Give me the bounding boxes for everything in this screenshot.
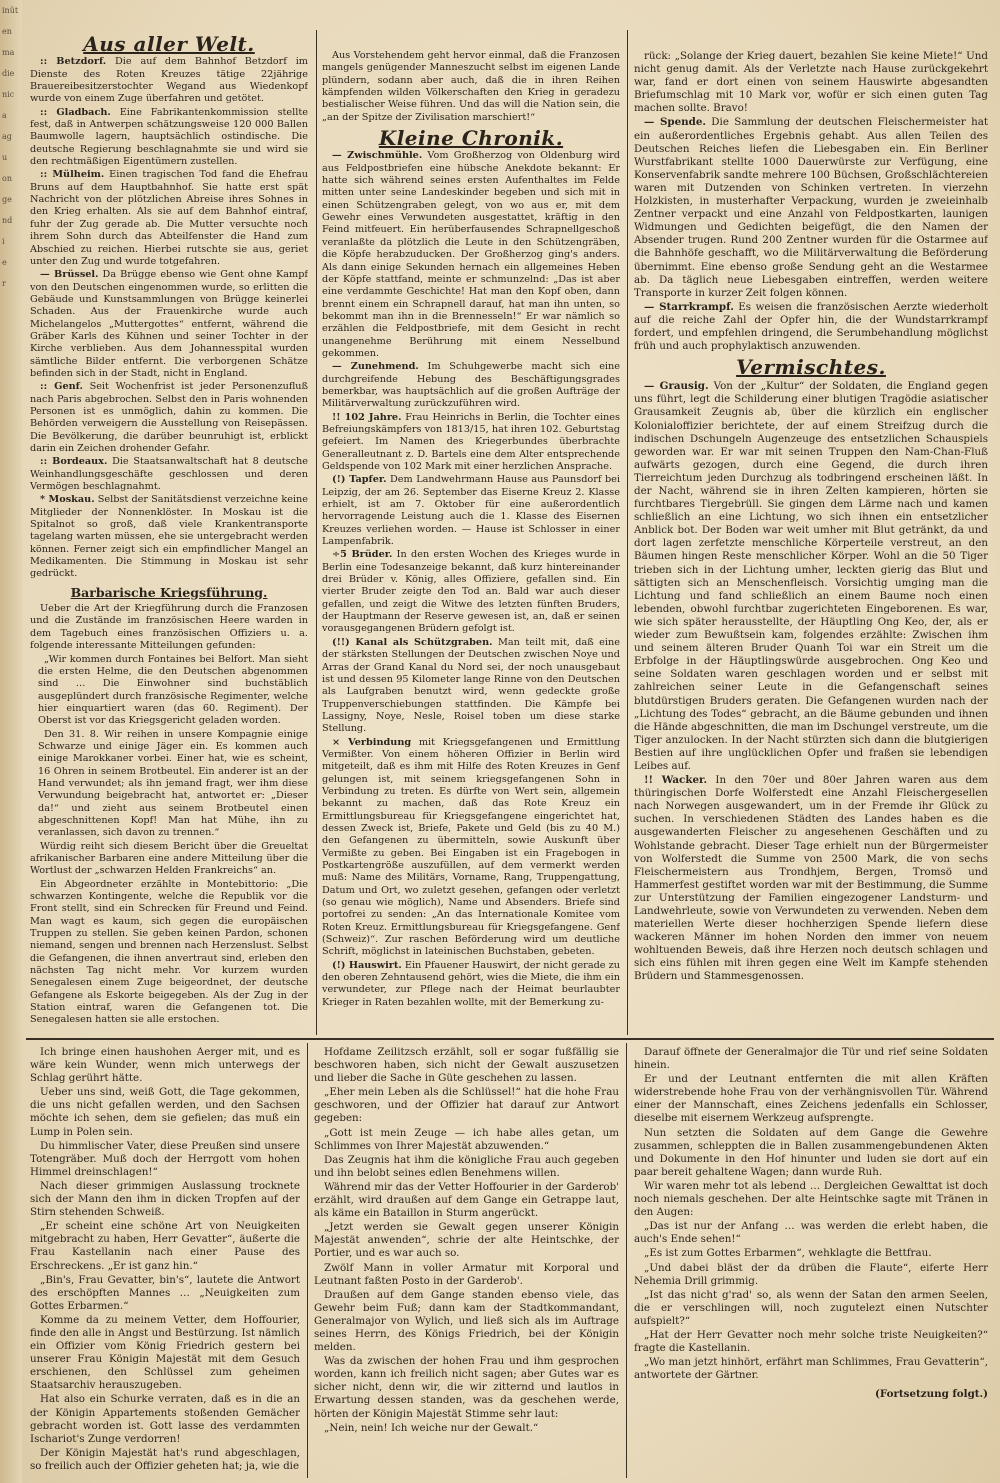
feuilleton-paragraph [30,1274,300,1313]
item-text: Ueber uns sind, weiß Gott, die Tage gekommen, die uns nicht gefallen werden, und den Sachsen möchte ich sehen, dem sie gefielen; das muß ein Lump in Polen sein. [30,1086,300,1138]
item-dateline: !! 102 Jahre. [332,411,402,423]
feuilleton-separator [26,1038,994,1040]
item-text: Man teilt mit, daß eine der stärksten Stellungen der Deutschen zwischen Noye und Arras der Grand Kanal du Nord sei, der noch unausgebaut ist und dessen 95 Kilometer lange Rinne von den Deutschen als Laufgraben benutzt wird, wenn gedeckte große Truppenverschiebungen stattfinden. Die Kämpfe bei Lassigny, Noye, Nesle, Roisel toben um diese starke Stellung. [322,636,620,735]
item-text: Er und der Leutnant entfernten die mit allen Kräften widerstrebende hohe Frau von der verhängnisvollen Tür. Während einer der Mannschaft, eines Zeichens jedenfalls ein Schlosser, dieselbe mit eisernem Werkzeug aufsprengte. [634,1073,988,1125]
item-text: Der Königin Majestät hat's rund abgeschlagen, so freilich auch der Offizier geheten hat; ja, wie die [30,1446,300,1472]
quoted-paragraph [30,654,308,728]
feuilleton-paragraph [30,1314,300,1393]
item-text: Während mir das der Vetter Hoffourier in der Garderob' erzählt, wird draußen auf dem Gange ein Getrappe laut, als käme ein Bataillon in Sturm angerückt. [314,1180,619,1220]
feuilleton-paragraph [314,1154,619,1180]
feuilleton-column-3 [634,1046,988,1478]
item-text: In den ersten Wochen des Krieges wurde in Berlin eine Todesanzeige bekannt, daß kurz hintereinander drei Brüder v. König, alles Offiziere, gefallen sind. Ein vierter Bruder zeigte den Tod an. Bald war auch dieser gefallen, und zeigt die Witwe des letzten fünften Bruders, der Hauptmann der Reserve gewesen ist, an, daß er seinen vorausgegangenen Brüdern gefolgt ist. [322,549,620,635]
chronicle-item [634,116,988,299]
item-dateline: — Grausig. [644,380,709,393]
item-text: Im Schuhgewerbe macht sich eine durchgreifende Hebung des Beschäftigungsgrades bemerkbar, was hauptsächlich auf die großen Aufträge der Militärverwaltung zurückzuführen wird. [322,361,620,410]
feuilleton-paragraph [314,1046,619,1085]
chronicle-item [322,960,620,1009]
column-rule-2 [627,30,628,1035]
item-text: Ich bringe einen haushohen Aerger mit, und es wäre kein Wunder, wenn mich unterwegs der Schlag gerührt hätte. [30,1046,300,1085]
feuilleton-paragraph [30,1393,300,1445]
item-dateline: :: Genf. [40,381,83,393]
feuilleton-paragraph [30,1447,300,1473]
feuilleton-rule-2 [626,1043,627,1478]
column-vermischtes [634,50,988,1035]
column-aus-aller-welt [30,36,308,1034]
item-dateline: (!) Tapfer. [332,474,387,486]
feuilleton-paragraph [314,1262,619,1288]
feuilleton-paragraph [314,1289,619,1354]
miscellany-items [634,380,988,983]
item-dateline: — Starrkrampf. [644,300,734,313]
feuilleton-paragraph [314,1355,619,1420]
item-text: „Und dabei bläst der da drüben die Flaute“, eiferte Herr Nehemia Drill grimmig. [634,1261,988,1287]
edge-fragment: nic [2,90,15,99]
feuilleton-paragraph [30,1220,300,1272]
article-paragraph [30,841,308,878]
item-text: Nach dieser grimmigen Auslassung trocknete sich der Mann den ihm in dicken Tropfen auf der Stirn stehenden Schweiß. [30,1179,300,1219]
edge-fragment: ma [2,48,15,57]
feuilleton-paragraph [634,1073,988,1125]
news-item [30,494,308,580]
news-item [30,456,308,493]
item-text: Komme da zu meinem Vetter, dem Hoffourier, finde den alle in Angst und Bestürzung. Ist nämlich ein Offizier vom König Friedrich gestern bei unserer Frau Königin Majestät mit dem Gesuch erschienen, den Schlüssel zum geheimen Staatsarchiv herauszugeben. [30,1313,300,1392]
item-text: „Nein, nein! Ich weiche nur der Gewalt.“ [324,1421,539,1434]
item-text: Dem Landwehrmann Hause aus Paunsdorf bei Leipzig, der am 26. September das Eiserne Kreuz 2. Klasse erhielt, ist am 7. Oktober für eine außerordentlich hervorragende Leistung auch die 1. Klasse des Eisernen Kreuzes verliehen worden. — Hause ist Schlosser in einer Lampenfabrik. [322,474,620,548]
article-barbarische-kriegsfuehrung [30,603,308,1027]
chronicle-items-continued [634,116,988,353]
news-item [30,169,308,268]
feuilleton-column-1 [30,1046,300,1478]
news-items [30,56,308,580]
item-text: „Gott ist mein Zeuge — ich habe alles getan, um Schlimmes von Ihrer Majestät abzuwenden.“ [314,1126,619,1152]
item-text: „Wo man jetzt hinhört, erfährt man Schlimmes, Frau Gevatterin“, antwortete der Gärtner. [634,1356,988,1382]
item-text: mit Kriegsgefangenen und Ermittlung Vermißter. Von einem höheren Offizier in Berlin wird mitgeteilt, daß es ihm mit Hilfe des Roten Kreuzes in Genf gelungen ist, mit seinem kriegsgefangenen Sohn in Verbindung zu treten. Es dürfte von Wert sein, allgemein bekannt zu machen, daß das Rote Kreuz ein Ermittlungsbureau für Kriegsgefangene eingerichtet hat, dessen Zweck ist, Briefe, Pakete und Geld (bis zu 40 M.) den Gefangenen zu übermitteln, sowie Auskunft über Vermißte zu geben. Bei Eingaben ist ein Fragebogen in Postkartengröße auszufüllen, auf dem vermerkt werden muß: Name des Militärs, Vorname, Rang, Truppengattung, Datum und Ort, wo zuletzt gesehen, gefangen oder verletzt (so genau wie möglich), Name und Absenders. Briefe sind portofrei zu senden: „An das Internationale Komitee vom Roten Kreuz. Ermittlungsbureau für Kriegsgefangene. Genf (Schweiz)“. Zur raschen Beförderung wird um deutliche Schrift, möglichst in lateinischen Buchstaben, gebeten. [322,736,620,958]
miscellany-item [634,774,988,984]
edge-fragment: on [2,174,12,183]
edge-fragment: inüt [2,6,19,15]
item-dateline: :: Betzdorf. [40,56,107,68]
item-text: Nun setzten die Soldaten auf dem Gange die Gewehre zusammen, schleppten die in Ballen zusammengebundenen Akten und Dokumente in den Hof hinunter und luden sie dort auf ein paar bereit gehaltene Wagen; dann wurde Ruh. [634,1126,988,1178]
article-paragraph [30,879,308,1027]
item-text: Was da zwischen der hohen Frau und ihm gesprochen worden, kann ich freilich nicht sagen; aber Gutes war es sicher nicht, denn wir, die wir zitternd und lautlos in Erwartung dessen standen, was da geschehen werde, hörten der Königin Majestät Stimme sehr laut: [314,1355,619,1420]
item-dateline: * Moskau. [40,494,95,506]
section-title-aus-aller-welt: Aus aller Welt. [83,36,255,56]
item-text: Vom Großherzog von Oldenburg wird aus Feldpostbriefen eine hübsche Anekdote bekannt: Er hatte sich während seines ersten Aufenthaltes im Felde mitten unter seine Landeskinder begeben und sich mit in einen Schützengraben gelegt, von wo aus er, mit dem Gewehr eines Verwundeten ausgestattet, kräftig in den Feind mitfeuert. Ein herüberfausendes Schrapnellgeschoß veranlaßte da plötzlich die Leute in den Schützengräben, die Köpfe herabzuducken. Der Großherzog ging's anders. Als dann einige Sekunden hernach ein allgemeines Heben der Köpfe stattfand, meinte er schmunzelnd: „Das ist aber eine verdammte Geschichte! Hat man den Kopf oben, dann brennt einem ein Schrapnell darauf, hat man ihn unten, so bekommt man ihn in die Brennesseln!“ Er war nämlich so erzählen die Feldpostbriefe, mit dem Gesicht in recht unangenehme Berührung mit einem Nesselbund gekommen. [322,150,620,359]
item-text: Wir waren mehr tot als lebend … Dergleichen Gewalttat ist doch noch niemals geschehen. Der alte Heintschke sagte mit Tränen in den Augen: [634,1179,988,1219]
item-text: Würdig reiht sich diesem Bericht über die Greueltat afrikanischer Barbaren eine andere Mitteilung über die Wortlust der „schwarzen Helden Frankreichs“ an. [30,840,308,877]
feuilleton-rule-1 [307,1043,308,1478]
chronicle-item [322,412,620,474]
item-text: Da Brügge ebenso wie Gent ohne Kampf von den Deutschen eingenommen wurde, so erlitten die Gebäude und Kunstsammlungen von Brügge keinerlei Schaden. Aus der Frauenkirche wurde auch Michelangelos „Muttergottes“ entfernt, während die Gräber Karls des Kühnen und seiner Tochter in der Kirche verblieben. Aus dem Johannesspital wurden sämtliche Bilder entfernt. Die verborgenen Schätze befinden sich in der Stadt, nicht in England. [30,269,308,379]
item-dateline: :: Mülheim. [40,169,105,181]
item-text: Zwölf Mann in voller Armatur mit Korporal und Leutnant faßten Posto in der Garderob'. [314,1261,619,1287]
item-text: Die Staatsanwaltschaft hat 8 deutsche Weinhandlungsgeschäfte geschlossen und deren Vermögen beschlagnahmt. [30,456,308,493]
miscellany-item [634,380,988,773]
item-text: „Ist das nicht g'rad' so, als wenn der Satan den armen Seelen, die er verschlingen will, noch zugutelezt einen Nutschter aufspielt?“ [634,1288,988,1327]
article-continuation: rück: „Solange der Krieg dauert, bezahlen Sie keine Miete!“ Und nicht genug damit. Als der Verletzte nach Hause zurückgekehrt war, fand er dort einen von seinem Hauswirte abgesandten Briefumschlag mit 10 Mark vor, wofür er sich einen guten Tag machen sollte. Bravo! [634,50,988,115]
chronicle-item [322,737,620,959]
feuilleton-paragraph [30,1140,300,1179]
item-text: „Hat der Herr Gevatter noch mehr solche triste Neuigkeiten?“ fragte die Kastellanin. [634,1328,988,1355]
page-edge-fragments [0,0,22,1483]
item-text: „Er scheint eine schöne Art von Neuigkeiten mitgebracht zu haben, Herr Gevatter“, äußerte die Frau Kastellanin nach einer Pause des Erschreckens. „Er ist ganz hin.“ [30,1220,300,1272]
feuilleton-paragraph [634,1356,988,1382]
item-text: In den 70er und 80er Jahren waren aus dem thüringischen Dorfe Wolferstedt eine Anzahl Fleischergesellen nach Norwegen ausgewandert, um in der Fremde ihr Glück zu suchen. In verschiedenen Städten des Landes haben es die ausgewanderten Fleischer zu angesehenen Geschäften und zu Wohlstande gebracht. Dieser Tage erhielt nun der Bürgermeister von Wolferstedt die Summe von 2500 Mark, die von sechs Fleischermeistern aus Trondhjem, Bergen, Tromsö und Hammerfest gestiftet worden war mit der Bestimmung, die Summe zur Unterstützung der Familien eingezogener Landsturm- und Landwehrleute, sowie von Verwundeten zu verwenden. Neben dem materiellen Werte dieser hochherzigen Spende liefern diese wackeren Männer im hohen Norden den immer von neuem wohltuenden Beweis, daß ihre Herzen noch deutsch schlagen und sich eins fühlen mit ihren gegen eine Welt im Kampfe stehenden Brüdern und Stammesgenossen. [634,774,988,983]
chronicle-item [322,637,620,736]
chronicle-items [322,150,620,1009]
item-text: Draußen auf dem Gange standen ebenso viele, das Gewehr beim Fuß; dann kam der Stadtkommandant, Generalmajor von Wylich, und ließ sich als im Auftrage seines Herrn, des Königs Friedrich, bei der Königin melden. [314,1288,619,1354]
item-text: Selbst der Sanitätsdienst verzeichne keine Mitglieder der Nonnenklöster. In Moskau ist die Spitalnot so groß, daß viele Krankentransporte tagelang warten müssen, ehe sie untergebracht werden können. Ferner zeigt sich ein empfindlicher Mangel an Medikamenten. Die Stimmung in Moskau ist sehr gedrückt. [30,494,308,580]
feuilleton-paragraph [314,1181,619,1220]
chronicle-item [322,361,620,410]
chronicle-item [322,150,620,360]
edge-fragment: die [2,69,15,78]
item-text: Darauf öffnete der Generalmajor die Tür und rief seine Soldaten hinein. [634,1046,988,1072]
edge-fragment: a [2,111,7,120]
news-item [30,381,308,455]
item-text: Ein Abgeordneter erzählte in Montebittorio: „Die schwarzen Kontingente, welche die Republik vor die Front stellt, sind ein Schrecken für Freund und Feind. Man wagt es kaum, sich gegen die europäischen Truppen zu stellen. Sie geben keinen Pardon, schonen niemand, sengen und brennen nach Herzenslust. Selbst die Gefangenen, die ihnen anvertraut sind, erleben den nächsten Tag nicht mehr. Vor kurzem wurden Senegalesen einem Zuge beigeordnet, der deutsche Gefangene als Eskorte beigegeben. Als der Zug in der Station eintraf, waren die Gefangenen tot. Die Senegalesen hatten sie alle erstochen. [30,878,308,1026]
edge-fragment: ge [2,195,12,204]
feuilleton-paragraph [30,1086,300,1138]
item-text: Die Sammlung der deutschen Fleischermeister hat ein außerordentliches Ergebnis gehabt. Aus allen Teilen des Deutschen Reiches liefen die Liebesgaben ein. Ein Berliner Wurstfabrikant stellte 1000 Dauerwürste zur Verfügung, eine Konservenfabrik sandte mehrere 100 Büchsen, Großschlächtereien waren mit Dutzenden von Schinken vertreten. In vierzehn Holzkisten, in musterhafter Verpackung, wurden je zweieinhalb Zentner verpackt und eine Anzahl von Feldpostkarten, launigen Widmungen und Gedichten beigefügt, die den Namen der Absender trugen. Rund 200 Zentner wurden für die Ostarmee auf die Bahnhöfe geschafft, wo die Militärverwaltung die Beförderung übernimmt. Eine ebenso große Sendung geht an die Westarmee ab. Da täglich neue Liebesgaben eintreffen, werden weitere Transporte in kurzer Zeit folgen können. [634,116,988,299]
item-dateline: ÷5 Brüder. [332,549,393,561]
item-dateline: (!!) Kanal als Schützgraben. [332,636,493,648]
column-kleine-chronik [322,50,620,1035]
article-paragraph [30,603,308,652]
item-dateline: (!) Hauswirt. [332,959,402,971]
item-text: „Jetzt werden sie Gewalt gegen unserer Königin Majestät anwenden“, schrie der alte Heintschke, der Portier, und es war auch so. [314,1221,619,1260]
feuilleton-paragraph [314,1127,619,1153]
item-dateline: × Verbindung [332,736,412,748]
section-title-vermischtes: Vermischtes. [736,355,886,380]
feuilleton-paragraph [634,1289,988,1328]
feuilleton-column-2 [314,1046,619,1478]
item-dateline: !! Wacker. [644,774,708,787]
edge-fragment: i [2,237,5,246]
feuilleton-paragraph [634,1046,988,1072]
feuilleton-paragraph [30,1046,300,1085]
feuilleton-text [634,1046,988,1382]
edge-fragment: e [2,258,7,267]
news-item [30,56,308,105]
edge-fragment: ag [2,132,12,141]
chronicle-item [634,301,988,353]
edge-fragment: nd [2,216,13,225]
chronicle-item [322,549,620,635]
item-text: Es weisen die französischen Aerzte wiederholt auf die reiche Zahl der Opfer hin, die der Wundstarrkrampf fordert, und empfehlen dringend, die Serumbehandlung möglichst früh und auch prophylaktisch anzuwenden. [634,300,988,353]
feuilleton-paragraph [30,1180,300,1219]
item-text: Frau Heinrichs in Berlin, die Tochter eines Befreiungskämpfers von 1813/15, hat ihren 102. Geburtstag gefeiert. Im Namen des Kriegerbundes überbrachte Generalleutnant z. D. Bartels eine dem Alter entsprechende Geldspende von 102 Mark mit einer herzlichen Ansprache. [322,411,620,472]
feuilleton-paragraph [634,1329,988,1355]
edge-fragment: r [2,279,6,288]
item-text: Von der „Kultur“ der Soldaten, die England gegen uns führt, legt die Schilderung einer blutigen Tragödie asiatischer Grausamkeit Zeugnis ab, über die kürzlich ein englischer Kolonialoffizier berichtete, der auf einem Streifzug durch die indischen Dschungeln Augenzeuge des entsetzlichen Schauspiels geworden war. Er war mit seinen Truppen den Nam-Chan-Fluß aufwärts gezogen, durch eine Gegend, die durch ihren Tierreichtum jeden Durchzug als todbringend erscheinen läßt. In der Nacht, während sie in ihren Zelten kampieren, hörten sie furchtbares Tiergebrüll. Sie gingen dem Lärme nach und kamen schließlich an eine Lichtung, wo sich ihnen ein entsetzlicher Anblick bot. Der Boden war weit umher mit Blut getränkt, da und dort lagen zerfetzte menschliche Körperteile verstreut, an den Bäumen hingen Reste menschlicher Körper. Wohl an die 50 Tiger trieben sich in der Lichtung umher, leckten gierig das Blut und sättigten sich an Menschenfleisch. Vorsichtig umging man die Lichtung und fand schließlich an einem Baume noch einen lebenden, obwohl furchtbar zugerichteten Eingeborenen. Es war, wie sich später herausstellte, der Häuptling Ong Keo, der, als er wieder zum Bewußtsein kam, folgendes erzählte: Zwischen ihm und seinem älteren Bruder Quanh Toi war ein Streit um die Erbfolge in der Häuptlingswürde ausgebrochen. Ong Keo und seine Soldaten waren geschlagen worden und er selbst mit zahlreichen seiner Leute in die Gefangenschaft seines blutdürstigen Bruders geraten. Die Gefangenen wurden nach der „Lichtung des Todes“ gebracht, an die Bäume gebunden und ihnen die Hände abgeschnitten, die man im Dschungel verstreute, um die Tiger anzulocken. In der Nacht stürzten sich dann die blutgierigen Bestien auf ihre unglücklichen Opfer und fraßen sie lebendigen Leibes auf. [634,380,988,772]
item-dateline: — Zwischmühle. [332,150,423,162]
item-text: Das Zeugnis hat ihm die königliche Frau auch gegeben und ihn belobt seines edlen Benehmens willen. [314,1153,619,1179]
feuilleton-paragraph [634,1220,988,1246]
item-text: Hat also ein Schurke verraten, daß es in die an der Königin Appartements stoßenden Gemächer gebracht worden ist. Gott lasse des verdammten Ischariot's Zunge verdorren! [30,1393,300,1445]
item-dateline: :: Gladbach. [40,106,111,118]
news-item [30,107,308,169]
continued-note: (Fortsetzung folgt.) [875,1388,988,1401]
chronicle-item [322,474,620,548]
column-rule-1 [316,30,317,1035]
feuilleton-paragraph [314,1086,619,1125]
feuilleton-paragraph [314,1422,619,1435]
item-text: „Es ist zum Gottes Erbarmen“, wehklagte die Bettfrau. [644,1247,932,1260]
subtitle-barbarische-kriegsfuehrung: Barbarische Kriegsführung. [70,584,268,600]
item-text: „Bin's, Frau Gevatter, bin's“, lautete die Antwort des erschöpften Mannes … „Neuigkeiten zum Gottes Erbarmen.“ [30,1273,300,1312]
item-dateline: :: Bordeaux. [40,456,108,468]
item-text: „Eher mein Leben als die Schlüssel!“ hat die hohe Frau geschworen, und der Offizier hat darauf zur Antwort gegeben: [314,1086,619,1125]
edge-fragment: en [2,27,12,36]
item-text: Ueber die Art der Kriegführung durch die Franzosen und die Zustände im französischen Heere warden in dem Tagebuch eines französischen Offiziers u. a. folgende interessante Mitteilungen gefunden: [30,603,308,652]
article-continuation: Aus Vorstehendem geht hervor einmal, daß die Franzosen mangels genügender Manneszucht selbst im eigenen Lande plündern, sodann aber auch, daß die in ihren Reihen kämpfenden wilden Völkerschaften den Krieg in geradezu bestialischer Weise führen. Und das will die Nation sein, die „an der Spitze der Zivilisation marschiert!“ [322,50,620,123]
item-text: Den 31. 8. Wir reihen in unsere Kompagnie einige Schwarze und einige Jäger ein. Es kommen auch einige Marokkaner vorbei. Einer hat, wie es scheint, 16 Ohren in seinem Brotbeutel. Ein anderer ist an der Hand verwundet; als ihn jemand fragt, wer ihm diese Verwundung beigebracht hat, antwortet er: „Dieser da!“ und zieht aus seinem Brotbeutel einen abgeschnittenen Kopf! Man hat Mühe, ihn zu veranlassen, sich davon zu trennen.“ [38,728,308,839]
item-text: Hofdame Zeilitzsch erzählt, soll er sogar fußfällig sie beschworen haben, sich nicht der Gewalt auszusetzen und lieber die Sache in Güte geschehen zu lassen. [314,1046,619,1085]
item-text: Eine Fabrikantenkommission stellte fest, daß in Antwerpen schätzungsweise 120 000 Ballen Baumwolle lagern, hauptsächlich ostindische. Die deutsche Regierung beschlagnahmte sie und wird sie den rechtmäßigen Eigentümern zustellen. [30,106,308,168]
item-text: „Das ist nur der Anfang … was werden die erlebt haben, die auch's Ende sehen!“ [634,1220,988,1246]
item-text: Ein Pfauener Hauswirt, der nicht gerade zu den oberen Zehntausend gehört, wies die Miete, die ihm ein verwundeter, zur Pflege nach der Heimat beurlaubter Krieger in Raten bezahlen wollte, mit der Bemerkung zu- [322,959,620,1008]
item-text: Die auf dem Bahnhof Betzdorf im Dienste des Roten Kreuzes tätige 22jährige Brauereibesitzerstochter Wegand aus Wiedenkopf wurde von einem Zuge überfahren und getötet. [30,56,308,105]
item-dateline: — Brüssel. [40,269,99,281]
feuilleton-paragraph [634,1247,988,1260]
quoted-paragraph [30,729,308,840]
news-item [30,269,308,380]
item-dateline: — Spende. [644,116,706,129]
item-dateline: — Zunehmend. [332,361,419,373]
item-text: Du himmlischer Vater, diese Preußen sind unsere Totengräber. Muß doch der Herrgott vom hohen Himmel dreinschlagen!“ [30,1139,300,1178]
feuilleton-paragraph [634,1127,988,1179]
feuilleton-paragraph [634,1262,988,1288]
item-text: Seit Wochenfrist ist jeder Personenzufluß nach Paris abgebrochen. Selbst den in Paris wohnenden Personen ist es unmöglich, dahin zu kommen. Die Behörden verweigern die Ausstellung von Reisepässen. Die Bevölkerung, die darüber beunruhigt ist, erblickt darin ein Zeichen drohender Gefahr. [30,381,308,454]
feuilleton-paragraph [634,1180,988,1219]
item-text: Einen tragischen Tod fand die Ehefrau Bruns auf dem Hauptbahnhof. Sie hatte erst spät Nachricht von der plötzlichen Abreise ihres Sohnes in den Krieg erhalten. Als sie auf dem Bahnhof eintraf, fuhr der Zug gerade ab. Die Mutter versuchte noch ihrem Sohn durch das Abteilfenster die Hand zum Abschied zu reichen. Hierbei rutschte sie aus, geriet unter den Zug und wurde totgefahren. [30,169,308,267]
edge-fragment: u [2,153,8,162]
item-text: „Wir kommen durch Fontaines bei Belfort. Man sieht die ersten Helme, die den Deutschen abgenommen sind … Die Einwohner sind buchstäblich ausgeplündert durch französische Regimenter, welche hier einquartiert waren (das 60. Regiment). Der Oberst ist vor das Kriegsgericht geladen worden. [38,653,308,727]
feuilleton-paragraph [314,1221,619,1260]
section-title-kleine-chronik: Kleine Chronik. [378,126,564,151]
